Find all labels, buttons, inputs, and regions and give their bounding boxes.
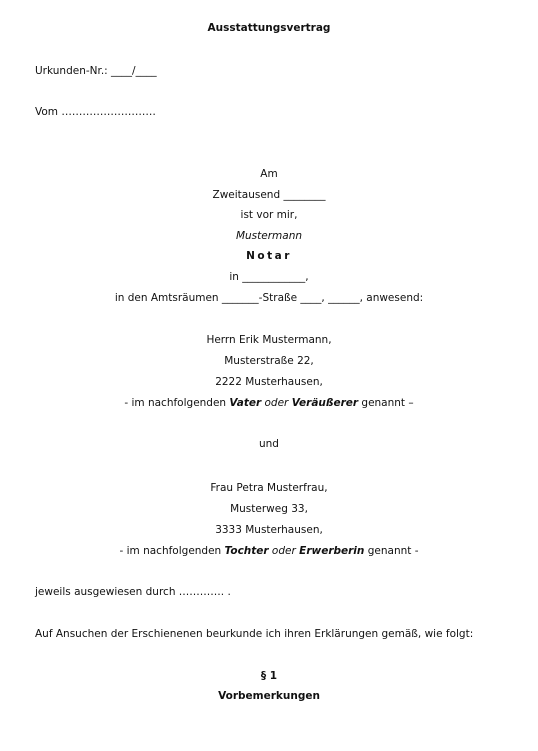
- identification-line: jeweils ausgewiesen durch …………. .: [35, 586, 231, 598]
- party1-role-or: oder: [261, 397, 292, 409]
- notary-place: in ____________,: [229, 271, 309, 283]
- party2-name: Frau Petra Musterfrau,: [210, 482, 328, 494]
- declaration-line: Auf Ansuchen der Erschienenen beurkunde ich ihren Erklärungen gemäß, wie folgt:: [35, 628, 474, 640]
- ist-vor-mir-line: ist vor mir,: [240, 209, 298, 221]
- party1-name: Herrn Erik Mustermann,: [206, 334, 332, 346]
- party1-role-prefix: - im nachfolgenden: [124, 397, 230, 409]
- party1-role-a: Vater: [229, 397, 262, 409]
- notary-title: Notar: [246, 250, 292, 262]
- section-title: Vorbemerkungen: [218, 690, 320, 702]
- party1-city: 2222 Musterhausen,: [215, 376, 323, 388]
- party2-role-a: Tochter: [224, 545, 269, 557]
- und-line: und: [259, 438, 279, 450]
- party2-city: 3333 Musterhausen,: [215, 524, 323, 536]
- party2-role-suffix: genannt -: [364, 545, 419, 557]
- party2-role-prefix: - im nachfolgenden: [119, 545, 225, 557]
- party1-role-b: Veräußerer: [291, 397, 359, 409]
- party1-street: Musterstraße 22,: [224, 355, 314, 367]
- section-number: § 1: [260, 670, 278, 682]
- party1-role-suffix: genannt –: [358, 397, 414, 409]
- office-address: in den Amtsräumen _______-Straße ____, ______, anwesend:: [114, 292, 424, 304]
- document-title: Ausstattungsvertrag: [207, 22, 331, 34]
- am-line: Am: [260, 168, 278, 180]
- date-line: Vom ………………………: [35, 106, 156, 118]
- party2-role-or: oder: [268, 545, 300, 557]
- urkunden-nr: Urkunden-Nr.: ____/____: [35, 65, 157, 77]
- party2-role-b: Erwerberin: [299, 545, 365, 557]
- party1-role: [0, 396, 538, 410]
- party2-street: Musterweg 33,: [230, 503, 308, 515]
- year-line: Zweitausend ________: [212, 189, 326, 201]
- party2-role: [0, 544, 538, 558]
- notary-name: Mustermann: [235, 230, 303, 242]
